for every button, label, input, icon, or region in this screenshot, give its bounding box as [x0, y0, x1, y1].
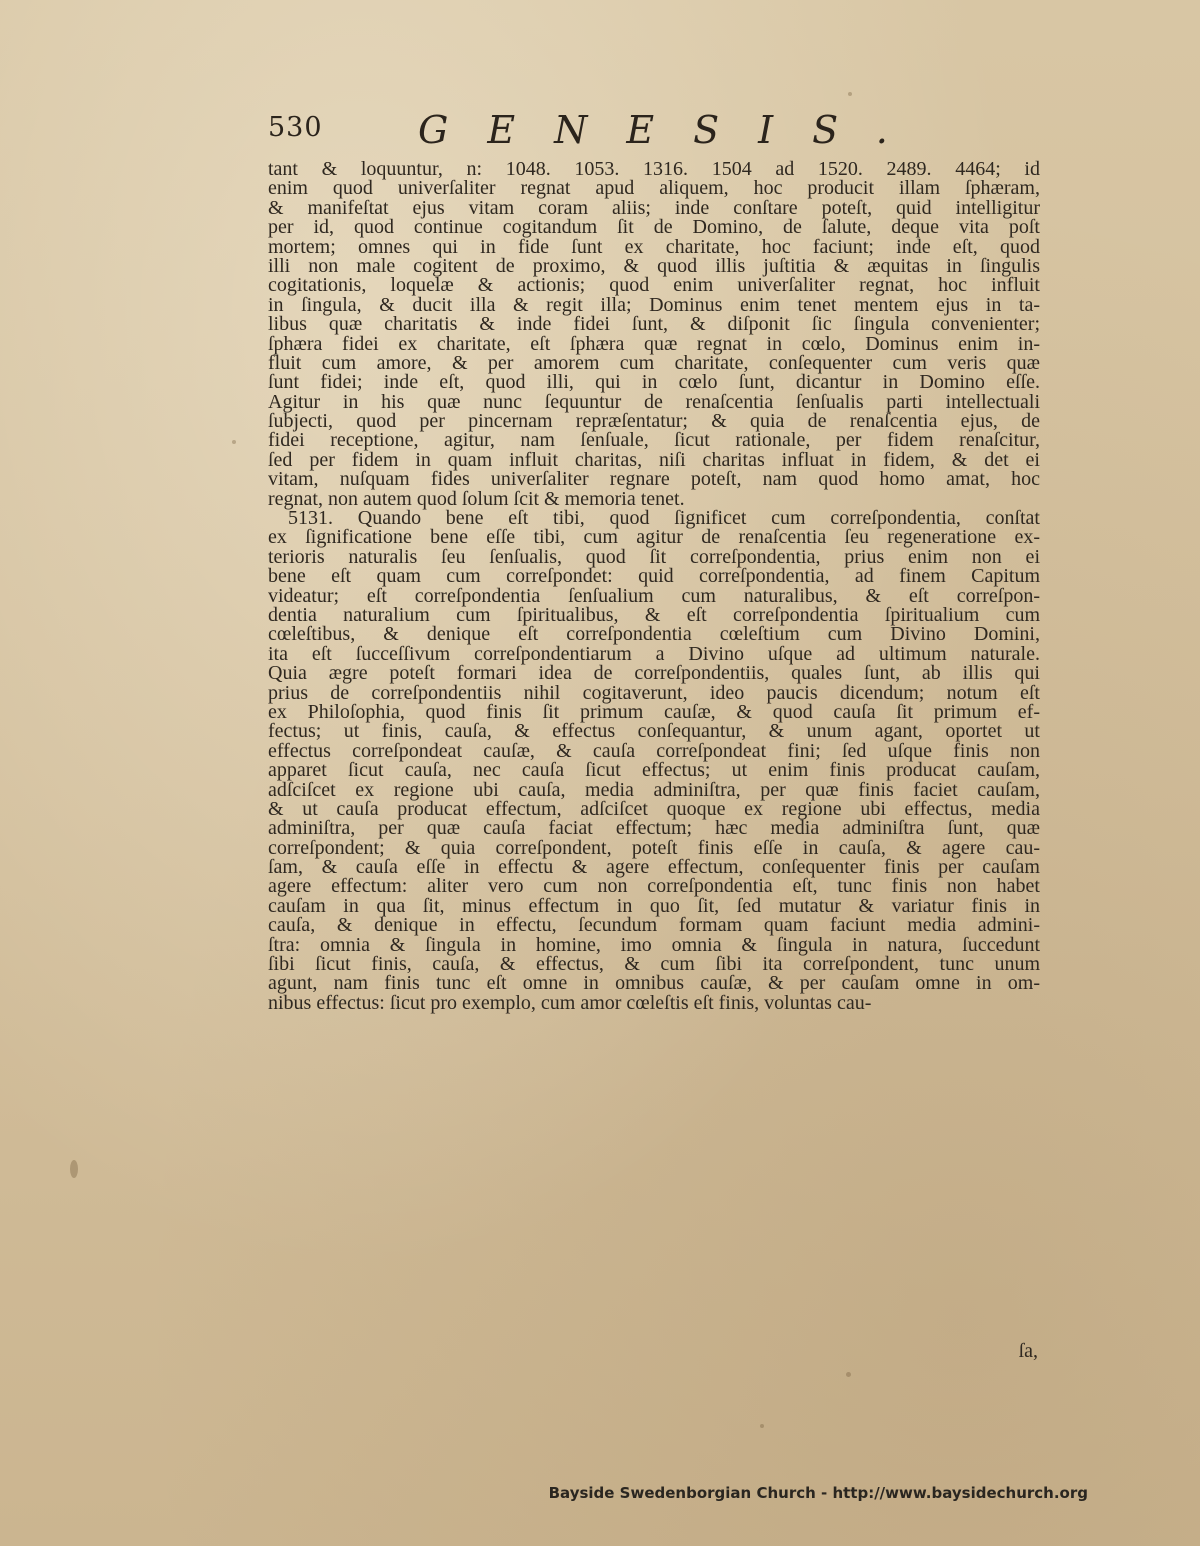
text-line: tant & loquuntur, n: 1048. 1053. 1316. 1504 ad 1520. 2489. 4464; id: [268, 158, 1040, 180]
text-line: ita eſt ſucceſſivum correſpondentiarum a Divino uſque ad ultimum naturale.: [268, 642, 1040, 665]
text-line: fectus; ut finis, cauſa, & effectus conſequantur, & unum agant, oportet ut: [268, 720, 1040, 743]
running-head: [268, 110, 1048, 156]
text-line: fluit cum amore, & per amorem cum charitate, conſequenter cum veris quæ: [268, 351, 1040, 374]
text-line: Quia ægre poteſt formari idea de correſpondentiis, quales ſunt, ab illis qui: [268, 662, 1040, 685]
text-line: agunt, nam finis tunc eſt omne in omnibus cauſæ, & per cauſam omne in om-: [268, 972, 1040, 995]
text-line: apparet ſicut cauſa, nec cauſa ſicut effectus; ut enim finis producat cauſam,: [268, 759, 1040, 782]
text-line: & manifeſtat ejus vitam coram aliis; inde conſtare poteſt, quid intelligitur: [268, 196, 1040, 219]
text-line: libus quæ charitatis & inde fidei ſunt, & diſponit ſic ſingula convenienter;: [268, 313, 1040, 336]
text-line: ex ſignificatione bene eſſe tibi, cum agitur de renaſcentia ſeu regeneratione ex-: [268, 526, 1040, 549]
text-line: adſciſcet ex regione ubi cauſa, media adminiſtra, per quæ finis faciet cauſam,: [268, 778, 1040, 801]
text-line: prius de correſpondentiis nihil cogitaverunt, ideo paucis dicendum; notum eſt: [268, 681, 1040, 704]
foxing-spot: [848, 92, 852, 96]
catchword: ſa,: [1018, 1340, 1038, 1362]
text-line: terioris naturalis ſeu ſenſualis, quod ſit correſpondentia, prius enim non ei: [268, 545, 1040, 568]
watermark-credit: Bayside Swedenborgian Church - http://www.baysidechurch.org: [548, 1484, 1088, 1502]
foxing-spot: [846, 1372, 851, 1377]
text-line: regnat, non autem quod ſolum ſcit & memoria tenet.: [268, 487, 685, 510]
paragraph-start-5131: 5131. Quando bene eſt tibi, quod ſignificet cum correſpondentia, conſtat: [288, 507, 1040, 530]
text-line: in ſingula, & ducit illa & regit illa; Dominus enim tenet mentem ejus in ta-: [268, 293, 1040, 316]
foxing-spot: [232, 440, 236, 444]
text-line: ſphæra fidei ex charitate, eſt ſphæra quæ regnat in cœlo, Dominus enim in-: [268, 332, 1040, 355]
text-line: ſunt fidei; inde eſt, quod illi, qui in cœlo ſunt, dicantur in Domino eſſe.: [268, 371, 1040, 394]
text-line: vitam, nuſquam fides univerſaliter regnare poteſt, nam quod homo amat, hoc: [268, 468, 1040, 491]
text-line: & ut cauſa producat effectum, adſciſcet quoque ex regione ubi effectus, media: [268, 797, 1040, 820]
text-line: adminiſtra, per quæ cauſa faciat effectum; hæc media adminiſtra ſunt, quæ: [268, 817, 1040, 840]
text-line: Agitur in his quæ nunc ſequuntur de renaſcentia ſenſualis parti intellectuali: [268, 390, 1040, 413]
text-line: correſpondent; & quia correſpondent, poteſt finis eſſe in cauſa, & agere cau-: [268, 836, 1040, 859]
text-line: illi non male cogitent de proximo, & quod illis juſtitia & æquitas in ſingulis: [268, 254, 1040, 277]
text-line: enim quod univerſaliter regnat apud aliquem, hoc producit illam ſphæram,: [268, 177, 1040, 200]
text-line: bene eſt quam cum correſpondet: quid correſpondentia, ad finem Capitum: [268, 565, 1040, 588]
text-line: ex Philoſophia, quod finis ſit primum cauſæ, & quod cauſa ſit primum ef-: [268, 700, 1040, 723]
text-line: dentia naturalium cum ſpiritualibus, & eſt correſpondentia ſpiritualium cum: [268, 603, 1040, 626]
book-title: GENESIS.: [418, 108, 927, 152]
text-line: ſibi ſicut finis, cauſa, & effectus, & cum ſibi ita correſpondent, tunc unum: [268, 953, 1040, 976]
text-line: cauſam in qua ſit, minus effectum in quo ſit, ſed mutatur & variatur finis in: [268, 894, 1040, 917]
text-line: ſed per fidem in quam influit charitas, niſi charitas influat in fidem, & det ei: [268, 448, 1040, 471]
text-line: agere effectum: aliter vero cum non correſpondentia eſt, tunc finis non habet: [268, 875, 1040, 898]
text-line: ſam, & cauſa eſſe in effectu & agere effectum, conſequenter finis per cauſam: [268, 856, 1040, 879]
text-line: ſubjecti, quod per pincernam repræſentatur; & quia de renaſcentia ejus, de: [268, 410, 1040, 433]
text-line: fidei receptione, agitur, nam ſenſuale, ſicut rationale, per fidem renaſcitur,: [268, 429, 1040, 452]
text-line: cauſa, & denique in effectu, ſecundum formam quam faciunt media admini-: [268, 914, 1040, 937]
text-line: cogitationis, loquelæ & actionis; quod enim univerſaliter regnat, hoc influit: [268, 274, 1040, 297]
body-text: [268, 160, 1040, 1013]
text-line: mortem; omnes qui in fide ſunt ex charitate, hoc faciunt; inde eſt, quod: [268, 235, 1040, 258]
text-line: videatur; eſt correſpondentia ſenſualium cum naturalibus, & eſt correſpon-: [268, 584, 1040, 607]
text-line: effectus correſpondeat cauſæ, & cauſa correſpondeat fini; ſed uſque finis non: [268, 739, 1040, 762]
foxing-spot: [70, 1160, 78, 1178]
page-number: 530: [268, 112, 323, 143]
text-line: nibus effectus: ſicut pro exemplo, cum amor cœleſtis eſt finis, voluntas cau-: [268, 991, 872, 1014]
foxing-spot: [760, 1424, 764, 1428]
text-line: cœleſtibus, & denique eſt correſpondentia cœleſtium cum Divino Domini,: [268, 623, 1040, 646]
text-line: per id, quod continue cogitandum ſit de Domino, de ſalute, deque vita poſt: [268, 216, 1040, 239]
text-line: ſtra: omnia & ſingula in homine, imo omnia & ſingula in natura, ſuccedunt: [268, 933, 1040, 956]
